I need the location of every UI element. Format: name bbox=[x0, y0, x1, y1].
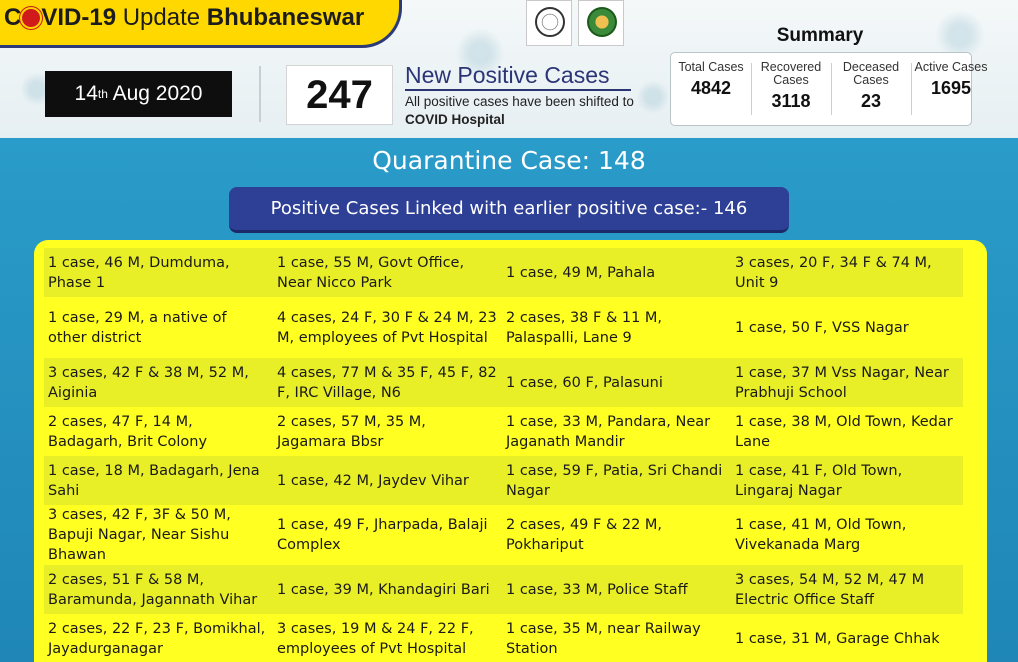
new-cases-note-hospital: COVID Hospital bbox=[405, 112, 505, 127]
header bbox=[0, 0, 1018, 138]
table-cell: 1 case, 49 M, Pahala bbox=[502, 248, 731, 297]
table-row bbox=[44, 248, 963, 297]
title-banner bbox=[0, 0, 402, 48]
table-cell: 4 cases, 77 M & 35 F, 45 F, 82 F, IRC Village, N6 bbox=[273, 358, 502, 407]
table-cell: 3 cases, 54 M, 52 M, 47 M Electric Office Staff bbox=[731, 565, 963, 614]
table-cell: 3 cases, 19 M & 24 F, 22 F, employees of Pvt Hospital bbox=[273, 614, 502, 662]
banner-covid: VID-19 bbox=[41, 4, 123, 31]
table-cell: 1 case, 38 M, Old Town, Kedar Lane bbox=[731, 407, 963, 456]
table-cell: 1 case, 35 M, near Railway Station bbox=[502, 614, 731, 662]
table-cell: 1 case, 60 F, Palasuni bbox=[502, 358, 731, 407]
stat-total bbox=[671, 53, 751, 125]
table-row bbox=[44, 456, 963, 505]
new-cases-note-text: All positive cases have been shifted to bbox=[405, 94, 634, 109]
stat-deceased bbox=[831, 53, 911, 125]
table-row bbox=[44, 505, 963, 565]
table-row bbox=[44, 565, 963, 614]
table-cell: 1 case, 41 M, Old Town, Vivekanada Marg bbox=[731, 505, 963, 565]
table-row bbox=[44, 614, 963, 662]
virus-icon bbox=[22, 9, 40, 27]
banner-prefix: C bbox=[4, 4, 22, 31]
stat-label: Deceased Cases bbox=[842, 60, 900, 87]
table-cell: 2 cases, 38 F & 11 M, Palaspalli, Lane 9 bbox=[502, 297, 731, 358]
table-cell: 1 case, 37 M Vss Nagar, Near Prabhuji School bbox=[731, 358, 963, 407]
table-cell: 1 case, 59 F, Patia, Sri Chandi Nagar bbox=[502, 456, 731, 505]
table-cell: 3 cases, 20 F, 34 F & 74 M, Unit 9 bbox=[731, 248, 963, 297]
table-cell: 1 case, 18 M, Badagarh, Jena Sahi bbox=[44, 456, 273, 505]
table-cell: 1 case, 49 F, Jharpada, Balaji Complex bbox=[273, 505, 502, 565]
table-cell: 2 cases, 51 F & 58 M, Baramunda, Jagannath Vihar bbox=[44, 565, 273, 614]
cases-table bbox=[44, 248, 963, 662]
new-cases-note bbox=[405, 93, 645, 129]
table-cell: 2 cases, 57 M, 35 M, Jagamara Bbsr bbox=[273, 407, 502, 456]
summary-panel bbox=[670, 52, 988, 126]
table-cell: 2 cases, 47 F, 14 M, Badagarh, Brit Colony bbox=[44, 407, 273, 456]
stat-value: 4842 bbox=[690, 78, 732, 98]
table-cell: 3 cases, 42 F, 3F & 50 M, Bapuji Nagar, Near Sishu Bhawan bbox=[44, 505, 273, 565]
table-cell: 1 case, 42 M, Jaydev Vihar bbox=[273, 456, 502, 505]
stat-active bbox=[911, 53, 991, 125]
table-cell: 1 case, 39 M, Khandagiri Bari bbox=[273, 565, 502, 614]
table-row bbox=[44, 297, 963, 358]
emblem-icon bbox=[535, 7, 565, 37]
table-row bbox=[44, 407, 963, 456]
banner-city: Bhubaneswar bbox=[206, 4, 365, 31]
table-cell: 1 case, 50 F, VSS Nagar bbox=[731, 297, 963, 358]
date-day: 14 bbox=[74, 82, 98, 105]
table-cell: 3 cases, 42 F & 38 M, 52 M, Aiginia bbox=[44, 358, 273, 407]
new-cases-count: 247 bbox=[286, 65, 393, 125]
banner-title bbox=[4, 4, 364, 32]
date-month-year: Aug 2020 bbox=[107, 82, 203, 105]
stat-label: Total Cases bbox=[678, 60, 744, 74]
municipal-corporation-logo bbox=[578, 0, 624, 46]
table-cell: 4 cases, 24 F, 30 F & 24 M, 23 M, employees of Pvt Hospital bbox=[273, 297, 502, 358]
table-row bbox=[44, 358, 963, 407]
corporation-emblem-icon bbox=[587, 7, 617, 37]
stat-label: Active Cases bbox=[914, 60, 988, 74]
stat-value: 23 bbox=[860, 91, 882, 111]
stat-recovered bbox=[751, 53, 831, 125]
table-cell: 1 case, 33 M, Pandara, Near Jaganath Mandir bbox=[502, 407, 731, 456]
summary-title: Summary bbox=[776, 25, 864, 46]
table-cell: 1 case, 41 F, Old Town, Lingaraj Nagar bbox=[731, 456, 963, 505]
title-underline bbox=[405, 89, 631, 91]
date-suffix: th bbox=[97, 87, 108, 101]
government-emblem-logo bbox=[526, 0, 572, 46]
table-cell: 2 cases, 49 F & 22 M, Pokhariput bbox=[502, 505, 731, 565]
banner-update: Update bbox=[122, 4, 207, 31]
stat-value: 1695 bbox=[930, 78, 972, 98]
table-cell: 1 case, 33 M, Police Staff bbox=[502, 565, 731, 614]
table-cell: 1 case, 46 M, Dumduma, Phase 1 bbox=[44, 248, 273, 297]
quarantine-heading: Quarantine Case: 148 bbox=[372, 146, 646, 175]
header-divider bbox=[259, 66, 261, 122]
table-cell: 1 case, 31 M, Garage Chhak bbox=[731, 614, 963, 662]
linked-cases-bar: Positive Cases Linked with earlier positive case:- 146 bbox=[229, 187, 789, 233]
table-cell: 2 cases, 22 F, 23 F, Bomikhal, Jayadurganagar bbox=[44, 614, 273, 662]
stat-label: Recovered Cases bbox=[760, 60, 822, 87]
stat-value: 3118 bbox=[771, 91, 811, 111]
new-cases-title: New Positive Cases bbox=[405, 62, 610, 88]
table-cell: 1 case, 29 M, a native of other district bbox=[44, 297, 273, 358]
cases-table-panel bbox=[34, 240, 987, 662]
date-badge bbox=[45, 71, 232, 117]
table-cell: 1 case, 55 M, Govt Office, Near Nicco Park bbox=[273, 248, 502, 297]
